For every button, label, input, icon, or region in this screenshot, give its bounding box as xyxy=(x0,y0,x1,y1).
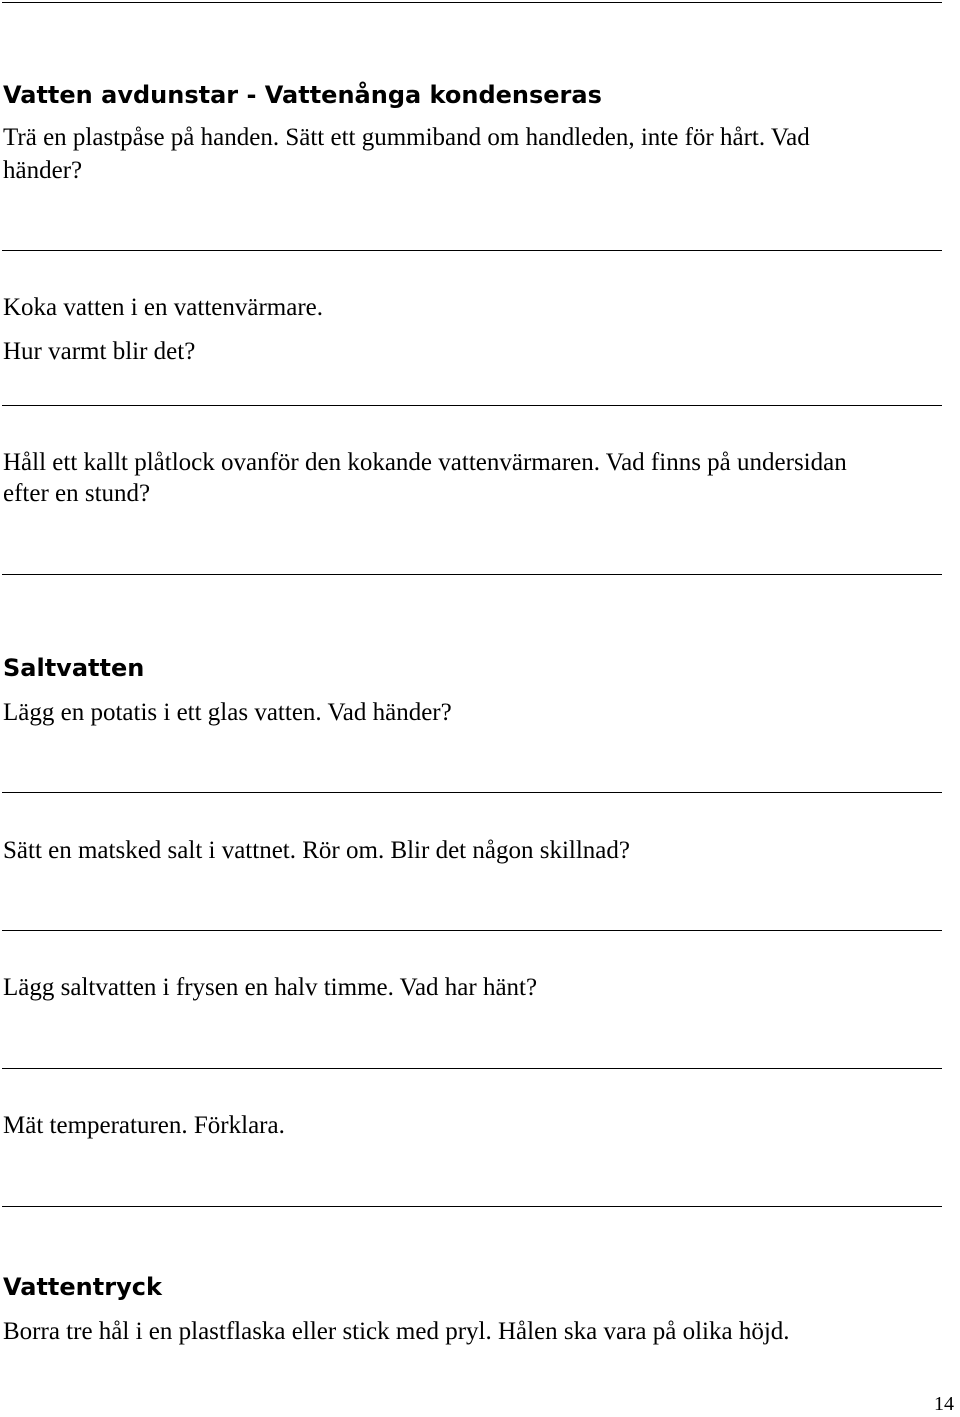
answer-line xyxy=(2,574,942,575)
answer-line xyxy=(2,930,942,931)
question-text: Hur varmt blir det? xyxy=(3,338,196,365)
question-text: Lägg saltvatten i frysen en halv timme. Vad har hänt? xyxy=(3,974,538,1001)
section-heading-saltwater: Saltvatten xyxy=(3,654,145,682)
question-text: Sätt en matsked salt i vattnet. Rör om. Blir det någon skillnad? xyxy=(3,837,630,864)
section-heading-water-pressure: Vattentryck xyxy=(3,1273,162,1301)
answer-line xyxy=(2,792,942,793)
question-text: Koka vatten i en vattenvärmare. xyxy=(3,294,323,321)
question-text: Håll ett kallt plåtlock ovanför den kokande vattenvärmaren. Vad finns på undersidan xyxy=(3,449,847,476)
section-heading-evaporation: Vatten avdunstar - Vattenånga kondenseras xyxy=(3,81,602,109)
question-text: Lägg en potatis i ett glas vatten. Vad händer? xyxy=(3,699,452,726)
page-number: 14 xyxy=(934,1393,954,1415)
question-text: Borra tre hål i en plastflaska eller stick med pryl. Hålen ska vara på olika höjd. xyxy=(3,1318,790,1345)
question-text: Trä en plastpåse på handen. Sätt ett gummiband om handleden, inte för hårt. Vad xyxy=(3,124,810,151)
answer-line xyxy=(2,250,942,251)
top-rule xyxy=(2,2,942,3)
answer-line xyxy=(2,1206,942,1207)
answer-line xyxy=(2,1068,942,1069)
question-text: händer? xyxy=(3,157,83,184)
question-text: efter en stund? xyxy=(3,480,151,507)
question-text: Mät temperaturen. Förklara. xyxy=(3,1112,285,1139)
answer-line xyxy=(2,405,942,406)
